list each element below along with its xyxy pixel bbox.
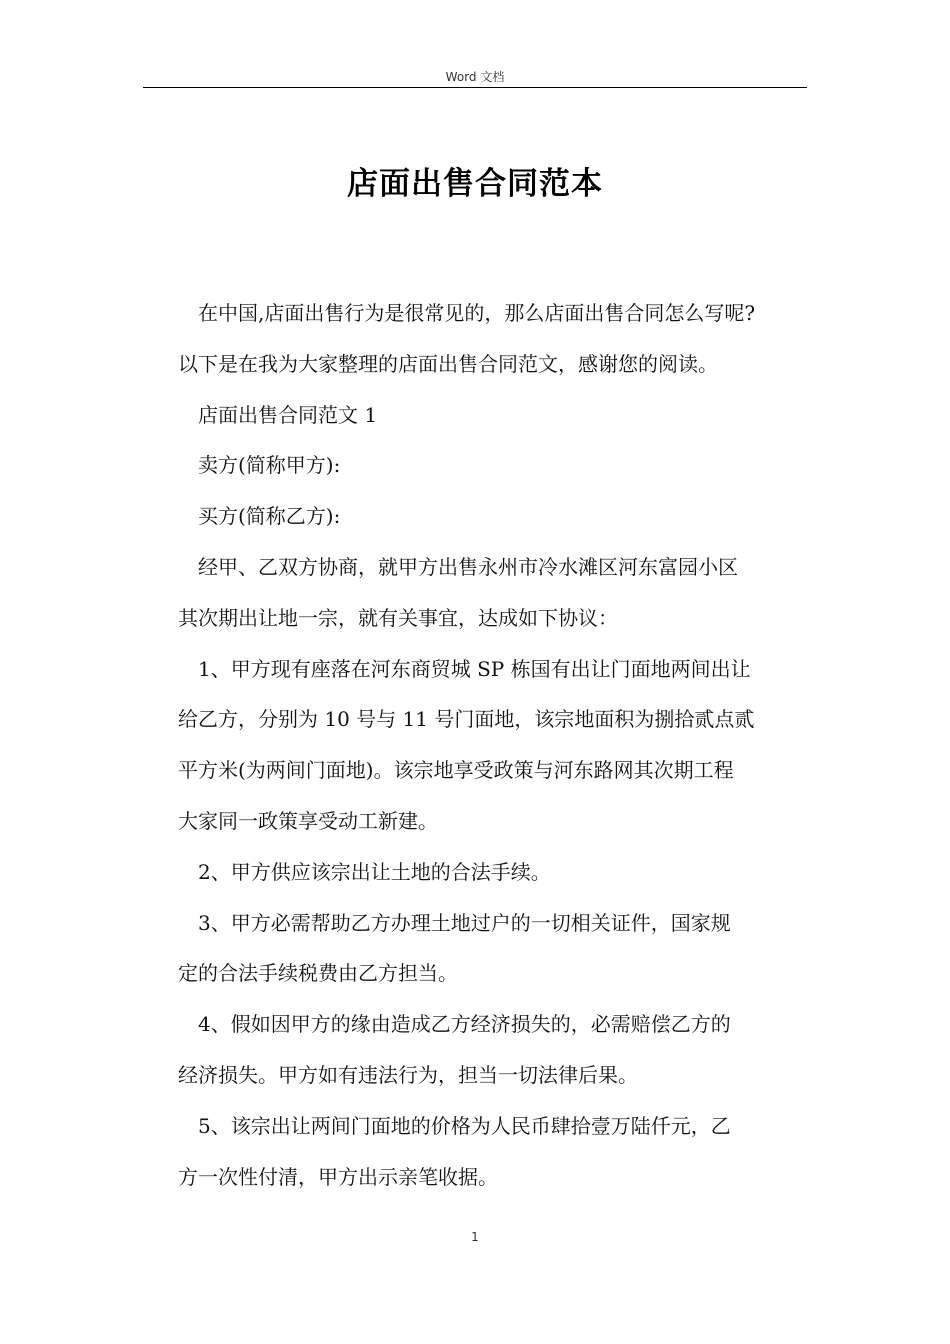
paragraph-line: 店面出售合同范文 1 <box>198 402 378 427</box>
paragraph-line: 大家同一政策享受动工新建。 <box>178 808 438 833</box>
paragraph-line: 方一次性付清，甲方出示亲笔收据。 <box>178 1164 498 1189</box>
paragraph-line: 4、假如因甲方的缘由造成乙方经济损失的，必需赔偿乙方的 <box>198 1012 731 1037</box>
document-body <box>178 288 804 1202</box>
paragraph-line: 2、甲方供应该宗出让土地的合法手续。 <box>198 859 551 884</box>
paragraph-line: 3、甲方必需帮助乙方办理土地过户的一切相关证件，国家规 <box>198 910 731 935</box>
paragraph-line: 经甲、乙双方协商，就甲方出售永州市冷水滩区河东富园小区 <box>198 554 738 579</box>
paragraph-line: 5、该宗出让两间门面地的价格为人民币肆拾壹万陆仟元，乙 <box>198 1113 731 1138</box>
document-title: 店面出售合同范本 <box>347 166 603 202</box>
page-number: 1 <box>471 1230 479 1244</box>
paragraph-line: 平方米(为两间门面地)。该宗地享受政策与河东路网其次期工程 <box>178 758 734 783</box>
paragraph-line: 定的合法手续税费由乙方担当。 <box>178 961 458 986</box>
paragraph-line: 其次期出让地一宗，就有关事宜，达成如下协议： <box>178 605 618 630</box>
header-label: Word 文档 <box>445 70 505 84</box>
paragraph-line: 以下是在我为大家整理的店面出售合同范文，感谢您的阅读。 <box>178 351 718 376</box>
paragraph-line: 卖方(简称甲方): <box>198 453 341 478</box>
paragraph-line: 经济损失。甲方如有违法行为，担当一切法律后果。 <box>178 1062 638 1087</box>
paragraph-line: 买方(简称乙方): <box>198 504 341 529</box>
header-divider <box>143 87 807 88</box>
paragraph-line: 1、甲方现有座落在河东商贸城 SP 栋国有出让门面地两间出让 <box>198 656 751 681</box>
paragraph-line: 给乙方，分别为 10 号与 11 号门面地，该宗地面积为捌拾贰点贰 <box>178 707 755 732</box>
paragraph-line: 在中国,店面出售行为是很常见的，那么店面出售合同怎么写呢? <box>198 301 756 325</box>
